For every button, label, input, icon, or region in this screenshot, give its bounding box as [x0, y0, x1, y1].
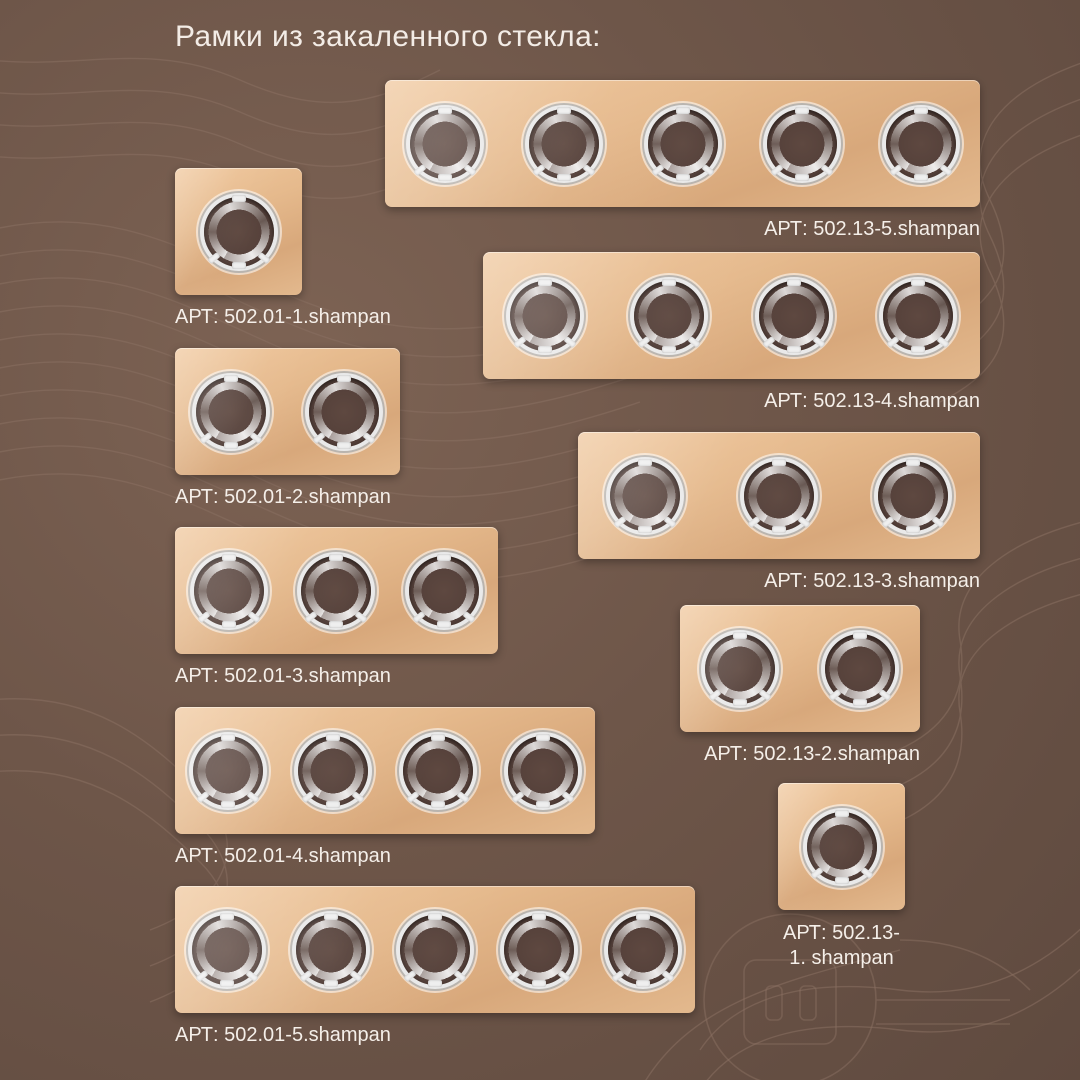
mount-tab-icon [305, 610, 318, 622]
socket-opening [508, 736, 578, 806]
frame-plate[interactable] [385, 80, 980, 207]
mount-tab-icon [911, 346, 925, 353]
mount-tab-icon [772, 526, 786, 533]
mount-tab-icon [337, 442, 351, 449]
frame-plate[interactable] [175, 886, 695, 1013]
socket-opening [204, 197, 274, 267]
mount-tab-icon [853, 699, 867, 706]
mount-tab-icon [507, 969, 520, 981]
mount-tab-icon [611, 969, 624, 981]
mount-tab-icon [662, 279, 676, 286]
socket-opening [510, 281, 580, 351]
page-title: Рамки из закаленного стекла: [175, 20, 601, 53]
mount-tab-icon [232, 262, 246, 269]
socket-opening [193, 736, 263, 806]
socket-opening [825, 634, 895, 704]
product-item [778, 783, 905, 971]
mount-tab-icon [538, 279, 552, 286]
socket-opening [192, 915, 262, 985]
socket-opening [298, 736, 368, 806]
mount-tab-icon [349, 969, 362, 981]
product-item [175, 168, 391, 329]
product-item [175, 707, 595, 868]
mount-tab-icon [795, 174, 809, 181]
mount-tab-icon [860, 866, 873, 878]
mount-tab-icon [463, 163, 476, 175]
mount-tab-icon [931, 515, 944, 527]
mount-tab-icon [221, 734, 235, 741]
mount-tab-icon [638, 459, 652, 466]
mount-tab-icon [582, 163, 595, 175]
mount-tab-icon [195, 969, 208, 981]
mount-tab-icon [651, 163, 664, 175]
product-caption: АРТ: 502.01-5.shampan [175, 1024, 391, 1046]
socket-opening [296, 915, 366, 985]
mount-tab-icon [246, 790, 259, 802]
socket-opening [504, 915, 574, 985]
mount-tab-icon [810, 866, 823, 878]
mount-tab-icon [787, 279, 801, 286]
mount-tab-icon [914, 107, 928, 114]
mount-tab-icon [301, 790, 314, 802]
product-item [680, 605, 920, 766]
product-item [175, 348, 400, 509]
mount-tab-icon [431, 801, 445, 808]
mount-tab-icon [638, 526, 652, 533]
socket-opening [309, 377, 379, 447]
mount-tab-icon [299, 969, 312, 981]
mount-tab-icon [222, 621, 236, 628]
mount-tab-icon [224, 442, 238, 449]
mount-tab-icon [662, 346, 676, 353]
mount-tab-icon [200, 431, 213, 443]
mount-tab-icon [431, 734, 445, 741]
socket-opening [807, 812, 877, 882]
mount-tab-icon [197, 610, 210, 622]
mount-tab-icon [453, 969, 466, 981]
mount-tab-icon [428, 980, 442, 987]
frame-plate[interactable] [778, 783, 905, 910]
mount-tab-icon [329, 554, 343, 561]
mount-tab-icon [557, 107, 571, 114]
mount-tab-icon [886, 335, 899, 347]
mount-tab-icon [355, 610, 368, 622]
mount-tab-icon [413, 610, 426, 622]
mount-tab-icon [561, 790, 574, 802]
frame-plate[interactable] [175, 168, 302, 295]
mount-tab-icon [747, 515, 760, 527]
product-caption: АРТ: 502.13-3.shampan [764, 570, 980, 592]
product-caption: АРТ: 502.01-1.shampan [175, 306, 391, 328]
mount-tab-icon [329, 621, 343, 628]
mount-tab-icon [762, 335, 775, 347]
mount-tab-icon [247, 610, 260, 622]
socket-opening [610, 461, 680, 531]
mount-tab-icon [220, 913, 234, 920]
mount-tab-icon [222, 554, 236, 561]
socket-opening [608, 915, 678, 985]
mount-tab-icon [939, 163, 952, 175]
mount-tab-icon [437, 554, 451, 561]
mount-tab-icon [613, 515, 626, 527]
frame-plate[interactable] [175, 707, 595, 834]
mount-tab-icon [636, 913, 650, 920]
socket-opening [410, 109, 480, 179]
mount-tab-icon [797, 515, 810, 527]
mount-tab-icon [661, 969, 674, 981]
mount-tab-icon [511, 790, 524, 802]
product-caption: АРТ: 502.01-2.shampan [175, 486, 391, 508]
mount-tab-icon [428, 913, 442, 920]
mount-tab-icon [326, 801, 340, 808]
mount-tab-icon [257, 251, 270, 263]
mount-tab-icon [853, 632, 867, 639]
mount-tab-icon [701, 163, 714, 175]
socket-opening [648, 109, 718, 179]
mount-tab-icon [812, 335, 825, 347]
mount-tab-icon [914, 174, 928, 181]
socket-opening [194, 556, 264, 626]
mount-tab-icon [207, 251, 220, 263]
mount-tab-icon [688, 335, 701, 347]
socket-opening [634, 281, 704, 351]
socket-opening [196, 377, 266, 447]
mount-tab-icon [835, 810, 849, 817]
product-caption: АРТ: 502.13-1. shampan [783, 922, 900, 969]
mount-tab-icon [676, 174, 690, 181]
socket-opening [301, 556, 371, 626]
frame-plate[interactable] [175, 348, 400, 475]
mount-tab-icon [708, 688, 721, 700]
mount-tab-icon [820, 163, 833, 175]
mount-tab-icon [324, 913, 338, 920]
mount-tab-icon [232, 195, 246, 202]
product-item [175, 886, 695, 1047]
mount-tab-icon [795, 107, 809, 114]
frame-plate[interactable] [175, 527, 498, 654]
mount-tab-icon [636, 980, 650, 987]
mount-tab-icon [337, 375, 351, 382]
mount-tab-icon [638, 335, 651, 347]
mount-tab-icon [906, 526, 920, 533]
mount-tab-icon [911, 279, 925, 286]
socket-opening [529, 109, 599, 179]
mount-tab-icon [437, 621, 451, 628]
mount-tab-icon [362, 431, 375, 443]
socket-opening [744, 461, 814, 531]
mount-tab-icon [463, 610, 476, 622]
frame-plate[interactable] [483, 252, 980, 379]
mount-tab-icon [514, 335, 527, 347]
mount-tab-icon [936, 335, 949, 347]
mount-tab-icon [787, 346, 801, 353]
socket-opening [878, 461, 948, 531]
socket-opening [409, 556, 479, 626]
mount-tab-icon [403, 969, 416, 981]
mount-tab-icon [532, 163, 545, 175]
mount-tab-icon [564, 335, 577, 347]
mount-tab-icon [557, 174, 571, 181]
frame-plate[interactable] [578, 432, 980, 559]
mount-tab-icon [196, 790, 209, 802]
mount-tab-icon [456, 790, 469, 802]
product-caption: АРТ: 502.13-5.shampan [764, 218, 980, 240]
mount-tab-icon [881, 515, 894, 527]
mount-tab-icon [532, 980, 546, 987]
mount-tab-icon [312, 431, 325, 443]
product-caption: АРТ: 502.01-4.shampan [175, 845, 391, 867]
mount-tab-icon [250, 431, 263, 443]
socket-opening [883, 281, 953, 351]
product-item [385, 80, 980, 241]
product-caption: АРТ: 502.01-3.shampan [175, 665, 391, 687]
product-item [483, 252, 980, 413]
mount-tab-icon [351, 790, 364, 802]
mount-tab-icon [828, 688, 841, 700]
mount-tab-icon [536, 734, 550, 741]
socket-opening [886, 109, 956, 179]
mount-tab-icon [676, 107, 690, 114]
mount-tab-icon [770, 163, 783, 175]
mount-tab-icon [224, 375, 238, 382]
mount-tab-icon [889, 163, 902, 175]
product-caption: АРТ: 502.13-4.shampan [764, 390, 980, 412]
mount-tab-icon [438, 107, 452, 114]
mount-tab-icon [532, 913, 546, 920]
mount-tab-icon [733, 699, 747, 706]
socket-opening [759, 281, 829, 351]
socket-opening [400, 915, 470, 985]
mount-tab-icon [220, 980, 234, 987]
mount-tab-icon [536, 801, 550, 808]
mount-tab-icon [557, 969, 570, 981]
product-item [578, 432, 980, 593]
frame-plate[interactable] [680, 605, 920, 732]
socket-opening [767, 109, 837, 179]
mount-tab-icon [772, 459, 786, 466]
mount-tab-icon [835, 877, 849, 884]
mount-tab-icon [326, 734, 340, 741]
mount-tab-icon [733, 632, 747, 639]
mount-tab-icon [878, 688, 891, 700]
mount-tab-icon [538, 346, 552, 353]
mount-tab-icon [906, 459, 920, 466]
mount-tab-icon [438, 174, 452, 181]
mount-tab-icon [406, 790, 419, 802]
product-item [175, 527, 498, 688]
mount-tab-icon [245, 969, 258, 981]
socket-opening [705, 634, 775, 704]
mount-tab-icon [663, 515, 676, 527]
mount-tab-icon [758, 688, 771, 700]
mount-tab-icon [221, 801, 235, 808]
mount-tab-icon [413, 163, 426, 175]
mount-tab-icon [324, 980, 338, 987]
product-caption: АРТ: 502.13-2.shampan [704, 743, 920, 765]
socket-opening [403, 736, 473, 806]
